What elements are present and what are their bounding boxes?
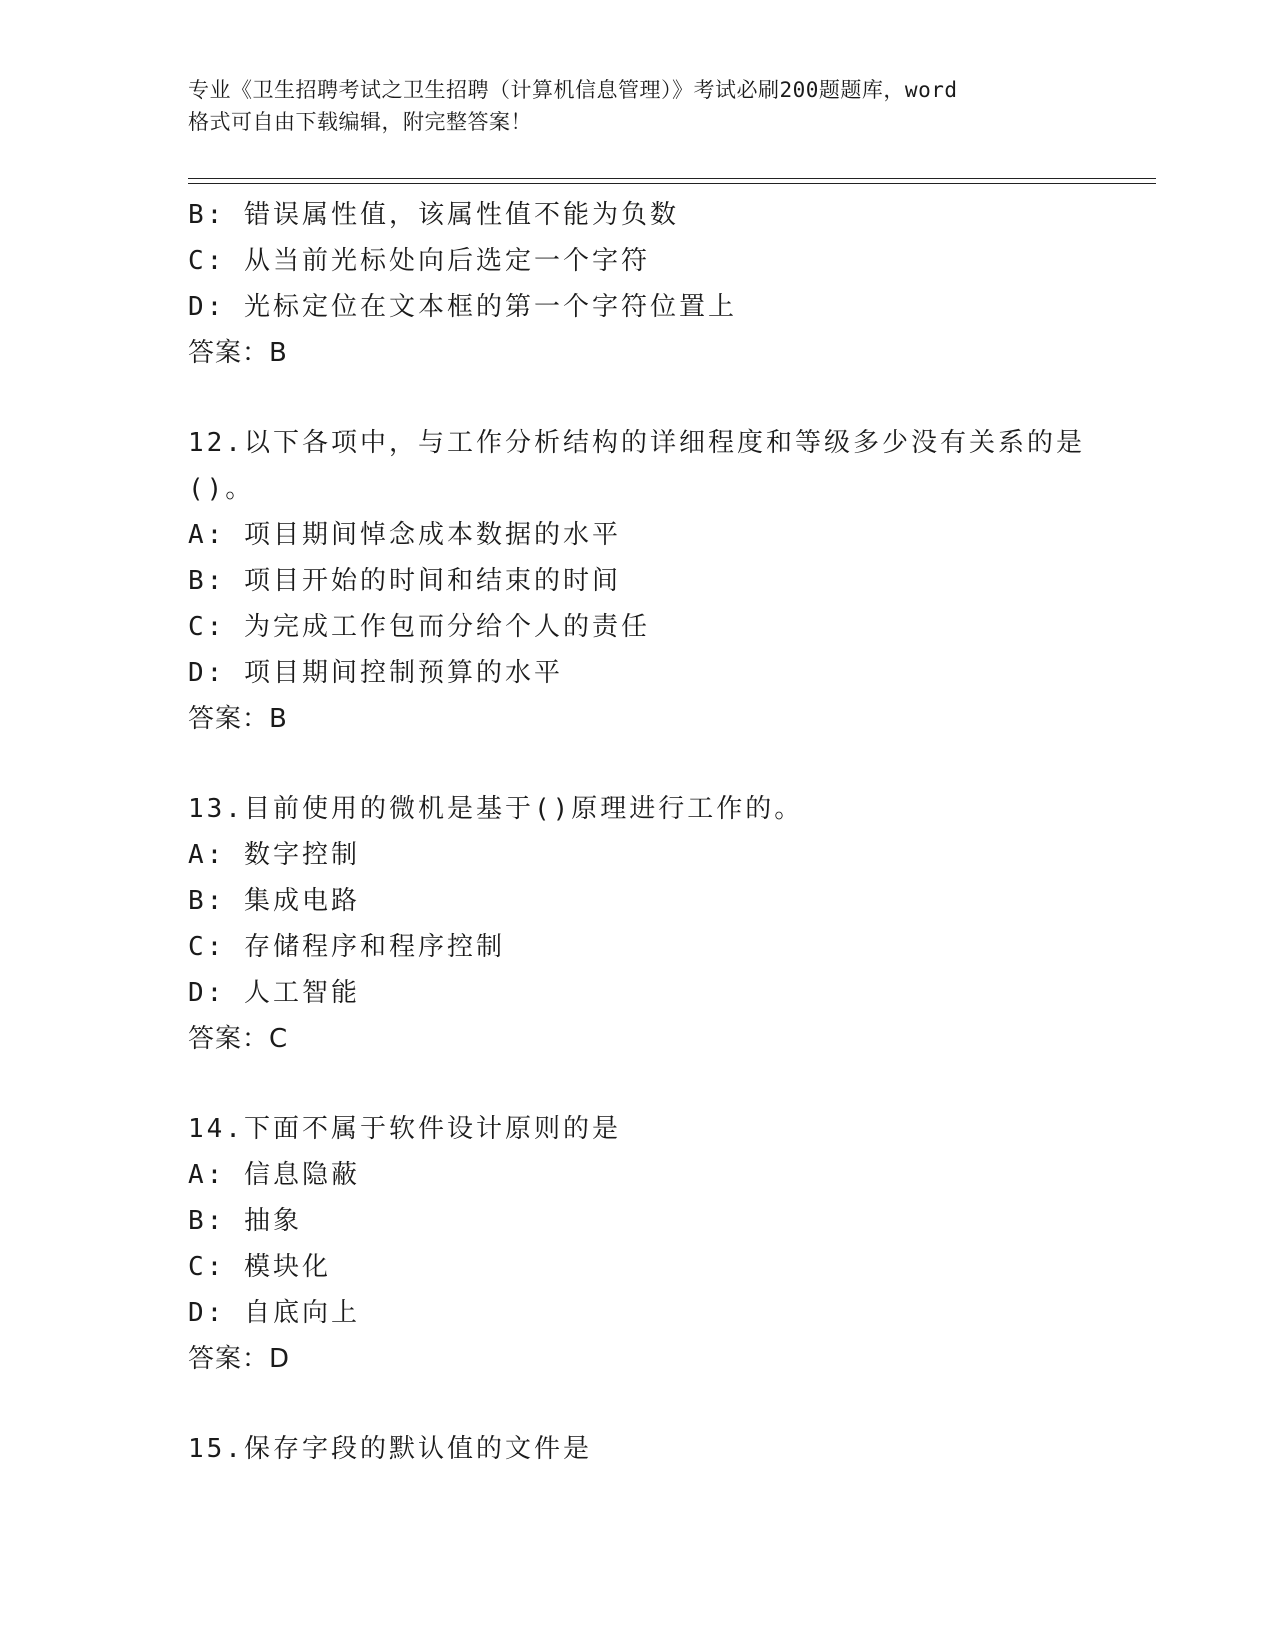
option-a: A: 数字控制 (188, 840, 360, 870)
option-b: B: 集成电路 (188, 886, 360, 916)
answer-line: 答案：B (188, 338, 288, 368)
option-b: B: 抽象 (188, 1206, 302, 1236)
answer-line: 答案：D (188, 1344, 291, 1374)
answer-line: 答案：C (188, 1024, 289, 1054)
header-line-2: 格式可自由下载编辑，附完整答案！ (188, 110, 532, 134)
option-b: B: 错误属性值，该属性值不能为负数 (188, 200, 679, 230)
option-d: D: 自底向上 (188, 1298, 360, 1328)
option-c: C: 为完成工作包而分给个人的责任 (188, 612, 650, 642)
option-c: C: 从当前光标处向后选定一个字符 (188, 246, 650, 276)
question-15 (188, 1426, 1088, 1472)
option-c: C: 存储程序和程序控制 (188, 932, 505, 962)
header-line-1: 专业《卫生招聘考试之卫生招聘（计算机信息管理）》考试必刷200题题库，word (188, 78, 958, 102)
option-c: C: 模块化 (188, 1252, 331, 1282)
document-header (188, 74, 1088, 138)
header-rule-bottom (188, 183, 1156, 184)
header-rule-top (188, 178, 1156, 179)
option-a: A: 信息隐蔽 (188, 1160, 360, 1190)
question-text: 13.目前使用的微机是基于()原理进行工作的。 (188, 794, 804, 824)
option-a: A: 项目期间悼念成本数据的水平 (188, 520, 621, 550)
option-d: D: 人工智能 (188, 978, 360, 1008)
option-d: D: 项目期间控制预算的水平 (188, 658, 563, 688)
question-list (188, 192, 1088, 1472)
question-11-tail (188, 192, 1088, 376)
option-b: B: 项目开始的时间和结束的时间 (188, 566, 621, 596)
question-text-cont: ()。 (188, 474, 255, 504)
question-14 (188, 1106, 1088, 1382)
question-12 (188, 420, 1088, 742)
question-text: 12.以下各项中，与工作分析结构的详细程度和等级多少没有关系的是 (188, 428, 1085, 458)
question-13 (188, 786, 1088, 1062)
option-d: D: 光标定位在文本框的第一个字符位置上 (188, 292, 737, 322)
answer-line: 答案：B (188, 704, 288, 734)
question-text: 14.下面不属于软件设计原则的是 (188, 1114, 621, 1144)
question-text: 15.保存字段的默认值的文件是 (188, 1434, 592, 1464)
